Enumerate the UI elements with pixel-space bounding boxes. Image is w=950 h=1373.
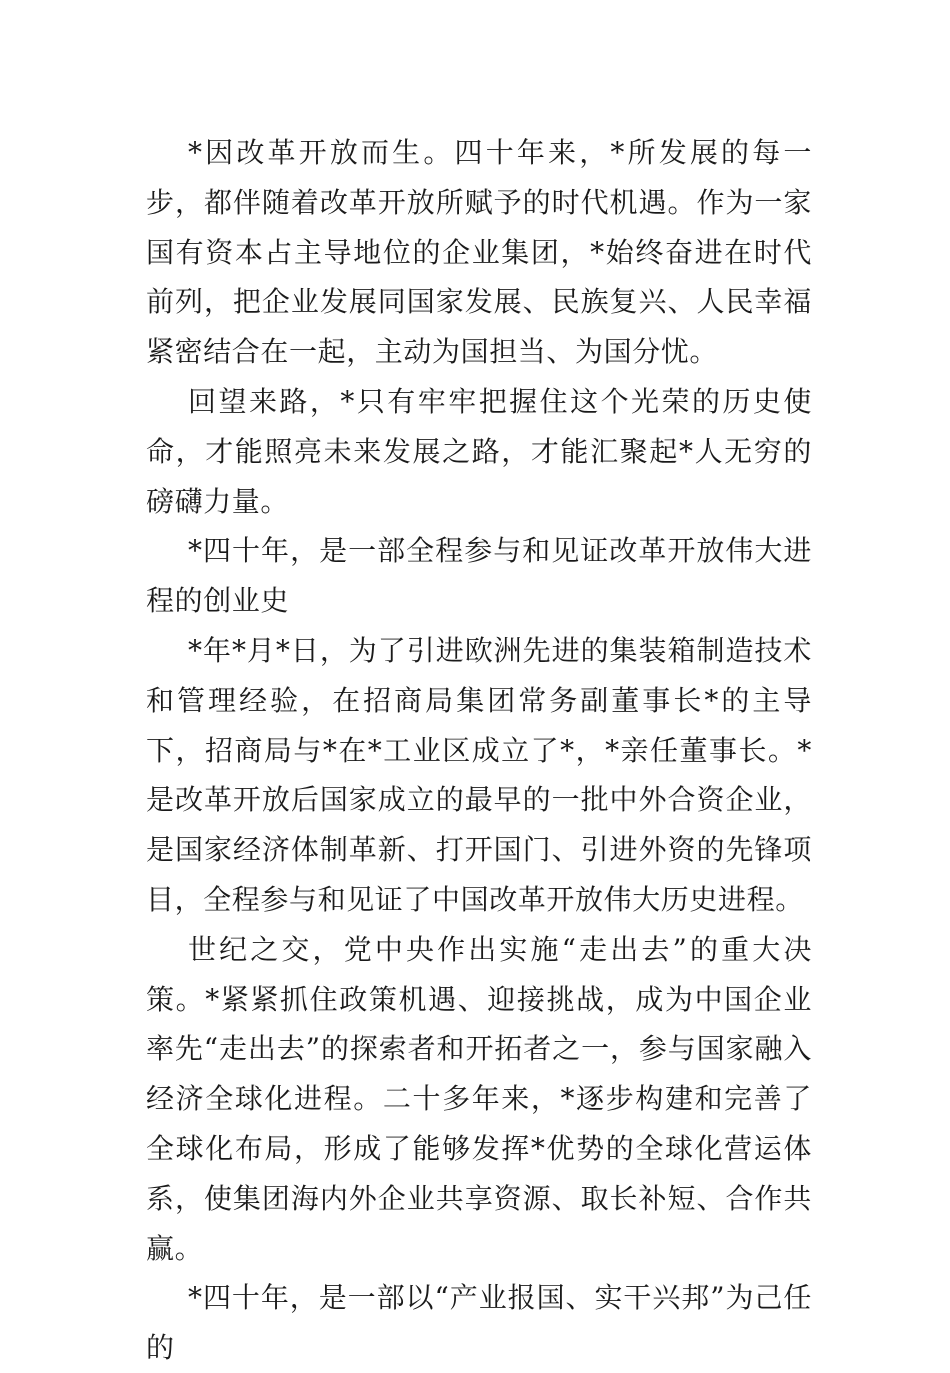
section-heading-1: *四十年，是一部全程参与和见证改革开放伟大进程的创业史 [146,534,812,618]
paragraph-3: *年*月*日，为了引进欧洲先进的集装箱制造技术和管理经验，在招商局集团常务副董事长*的主导下，招商局与*在*工业区成立了*，*亲任董事长。*是改革开放后国家成立的最早的一批中外合资企业，是国家经济体制革新、打开国门、引进外资的先锋项目，全程参与和见证了中国改革开放伟大历史进程。 [146,633,812,916]
document-body [146,128,812,1373]
paragraph-4: 世纪之交，党中央作出实施“走出去”的重大决策。*紧紧抓住政策机遇、迎接挑战，成为中国企业率先“走出去”的探索者和开拓者之一，参与国家融入经济全球化进程。二十多年来，*逐步构建和完善了全球化布局，形成了能够发挥*优势的全球化营运体系，使集团海内外企业共享资源、取长补短、合作共赢。 [146,932,812,1265]
section-heading-2: *四十年，是一部以“产业报国、实干兴邦”为己任的 [146,1281,812,1365]
paragraph-1: *因改革开放而生。四十年来，*所发展的每一步，都伴随着改革开放所赋予的时代机遇。作为一家国有资本占主导地位的企业集团，*始终奋进在时代前列，把企业发展同国家发展、民族复兴、人民幸福紧密结合在一起，主动为国担当、为国分忧。 [146,136,812,369]
paragraph-2: 回望来路，*只有牢牢把握住这个光荣的历史使命，才能照亮未来发展之路，才能汇聚起*人无穷的磅礴力量。 [146,384,812,518]
